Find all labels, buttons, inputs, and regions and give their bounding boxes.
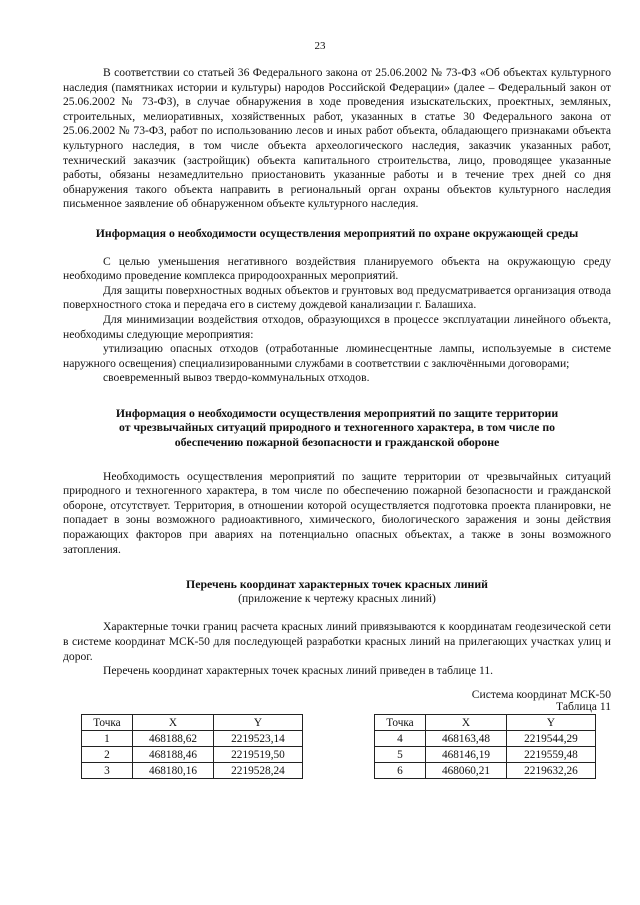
cell-y: 2219559,48 (507, 747, 596, 763)
cell-y: 2219544,29 (507, 731, 596, 747)
cell-x: 468146,19 (426, 747, 507, 763)
table-row (375, 763, 596, 779)
cell-x: 468188,46 (133, 747, 214, 763)
paragraph-table-ref: Перечень координат характерных точек красных линий приведен в таблице 11. (103, 664, 494, 678)
paragraph-waste-intro: Для минимизации воздействия отходов, образующихся в процессе эксплуатации линейного объекта, необходимы следующие мероприятия: (63, 312, 611, 341)
table-row (375, 747, 596, 763)
paragraph-water-protection: Для защиты поверхностных водных объектов и грунтовых вод предусматривается организация отвода поверхностного стока и передача его в систему дождевой канализации г. Балашиха. (63, 283, 611, 312)
table-row (375, 731, 596, 747)
header-x: X (426, 715, 507, 731)
coordinates-tables (63, 702, 611, 778)
heading-emergency-line-2: от чрезвычайных ситуаций природного и техногенного характера, в том числе по (118, 420, 556, 435)
cell-point: 6 (375, 763, 426, 779)
coordinates-table-left (81, 714, 303, 779)
header-point: Точка (375, 715, 426, 731)
cell-x: 468180,16 (133, 763, 214, 779)
subheading-coordinates: (приложение к чертежу красных линий) (238, 591, 436, 605)
table-number: Таблица 11 (556, 700, 611, 714)
cell-x: 468060,21 (426, 763, 507, 779)
header-x: X (133, 715, 214, 731)
heading-emergency-line-3: обеспечению пожарной безопасности и гражданской обороне (174, 435, 500, 450)
coord-system-label: Система координат МСК-50 (471, 687, 611, 701)
cell-point: 3 (82, 763, 133, 779)
cell-x: 468163,48 (426, 731, 507, 747)
cell-y: 2219528,24 (214, 763, 303, 779)
document-body (63, 66, 611, 778)
paragraph-environment-intro: С целью уменьшения негативного воздействия планируемого объекта на окружающую среду необходимо проведение комплекса природоохранных мероприятий. (63, 254, 611, 283)
coordinates-table-right (374, 714, 596, 779)
paragraph-waste-disposal: утилизацию опасных отходов (отработанные люминесцентные лампы, используемые в системе наружного освещения) специализированными службами в соответствии с заключёнными договорами; (63, 342, 611, 370)
paragraph-waste-removal: своевременный вывоз твердо-коммунальных отходов. (103, 371, 370, 385)
heading-coordinates: Перечень координат характерных точек красных линий (186, 577, 488, 592)
table-row (82, 763, 303, 779)
cell-point: 2 (82, 747, 133, 763)
paragraph-coordinates: Характерные точки границ расчета красных линий привязываются к координатам геодезической сети в системе координат МСК-50 для последующей разработки красных линий на прилегающих участках улиц и дорог. (63, 620, 611, 663)
cell-x: 468188,62 (133, 731, 214, 747)
cell-y: 2219632,26 (507, 763, 596, 779)
cell-point: 5 (375, 747, 426, 763)
heading-environment: Информация о необходимости осуществления мероприятий по охране окружающей среды (95, 225, 579, 240)
paragraph-emergency: Необходимость осуществления мероприятий по защите территории от чрезвычайных ситуаций природного и техногенного характера, в том числе по обеспечению пожарной безопасности и гражданской обороне, отсутствует. Территория, в отношении которой осуществляется подготовка проекта планировки, не попадает в зоны возможного радиоактивного, химического, биологического заражения и зоны действия поражающих факторов при авариях на потенциально опасных объектах, а также в зоны возможного затопления. (63, 469, 611, 556)
table-header-row (82, 715, 303, 731)
header-y: Y (507, 715, 596, 731)
header-point: Точка (82, 715, 133, 731)
cell-y: 2219523,14 (214, 731, 303, 747)
cell-point: 1 (82, 731, 133, 747)
cell-y: 2219519,50 (214, 747, 303, 763)
table-row (82, 731, 303, 747)
table-row (82, 747, 303, 763)
header-y: Y (214, 715, 303, 731)
table-header-row (375, 715, 596, 731)
paragraph-cultural-heritage: В соответствии со статьей 36 Федерального закона от 25.06.2002 № 73-ФЗ «Об объектах культурного наследия (памятниках истории и культуры) народов Российской Федерации» (далее – Федеральный закон от 25.06.2002 № 73-ФЗ), в случае обнаружения в ходе проведения изыскательских, проектных, земляных, строительных, мелиоративных, хозяйственных работ, указанных в статье 30 Федерального закона от 25.06.2002 № 73-ФЗ, работ по использованию лесов и иных работ объекта, обладающего признаками объекта культурного наследия, в том числе объекта археологического наследия, заказчик указанных работ, технический заказчик (застройщик) объекта капитального строительства, лицо, проводящее указанные работы, обязаны незамедлительно приостановить указанные работы и в течение трех дней со дня обнаружения такого объекта направить в региональный орган охраны объектов культурного наследия письменное заявление об обнаруженном объекте культурного наследия. (63, 66, 611, 211)
page-number: 23 (314, 40, 326, 52)
heading-emergency-line-1: Информация о необходимости осуществления мероприятий по защите территории (115, 405, 559, 420)
heading-emergency (63, 406, 611, 450)
cell-point: 4 (375, 731, 426, 747)
